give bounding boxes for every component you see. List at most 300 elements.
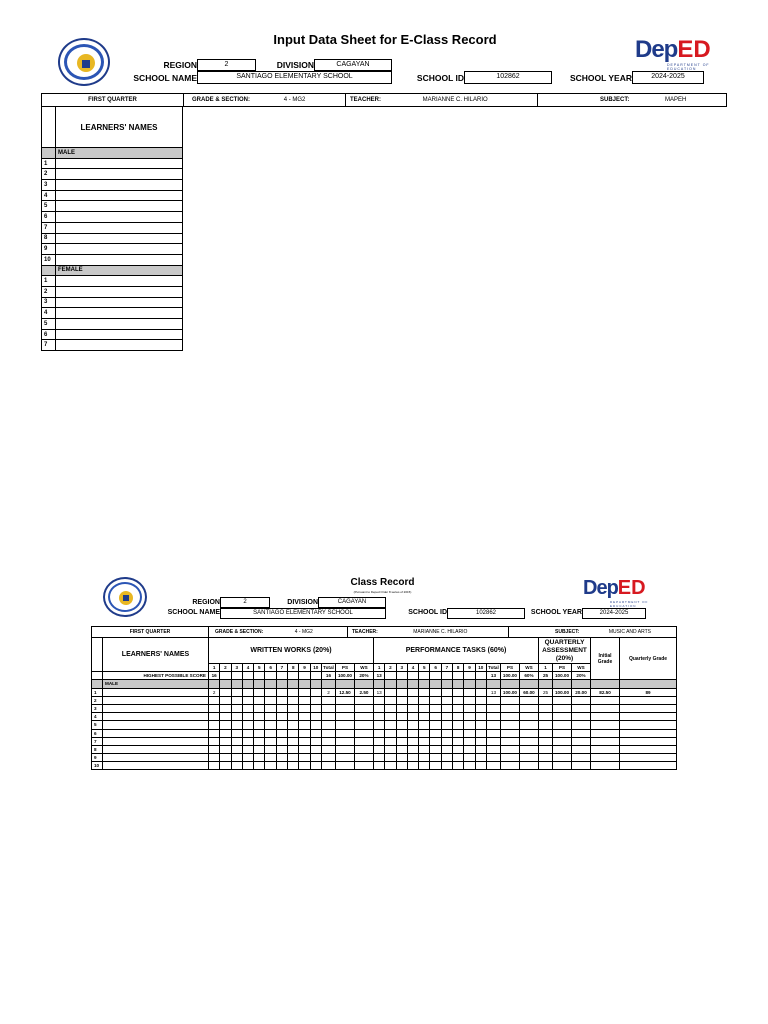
score-cell[interactable] — [464, 704, 475, 712]
score-cell[interactable] — [419, 762, 430, 770]
score-cell[interactable] — [354, 737, 373, 745]
score-cell[interactable] — [430, 754, 441, 762]
score-cell[interactable] — [620, 704, 677, 712]
learner-name-cell[interactable] — [56, 180, 183, 191]
score-cell[interactable] — [242, 704, 253, 712]
score-cell[interactable] — [242, 696, 253, 704]
score-cell[interactable] — [572, 729, 591, 737]
score-cell[interactable] — [407, 762, 418, 770]
score-cell[interactable] — [335, 762, 354, 770]
score-cell[interactable] — [310, 745, 321, 753]
score-cell[interactable] — [464, 754, 475, 762]
score-cell[interactable] — [373, 729, 384, 737]
score-cell[interactable] — [486, 737, 500, 745]
score-cell[interactable] — [553, 754, 572, 762]
score-cell[interactable] — [354, 745, 373, 753]
learner-name-cell[interactable] — [103, 729, 209, 737]
score-cell[interactable] — [464, 745, 475, 753]
score-cell[interactable] — [310, 704, 321, 712]
score-cell[interactable] — [486, 745, 500, 753]
pt-score-cell[interactable] — [453, 688, 464, 696]
pt-score-cell[interactable] — [430, 688, 441, 696]
score-cell[interactable] — [276, 745, 287, 753]
score-cell[interactable] — [419, 729, 430, 737]
ww-score-cell[interactable] — [220, 672, 231, 680]
score-cell[interactable] — [276, 762, 287, 770]
score-cell[interactable] — [407, 696, 418, 704]
score-cell[interactable] — [441, 713, 452, 721]
learner-name-cell[interactable] — [56, 319, 183, 330]
score-cell[interactable] — [396, 737, 407, 745]
score-cell[interactable] — [321, 737, 335, 745]
pt-score-cell[interactable] — [475, 672, 486, 680]
score-cell[interactable] — [373, 704, 384, 712]
ww-score-cell[interactable] — [276, 688, 287, 696]
score-cell[interactable] — [475, 745, 486, 753]
score-cell[interactable] — [335, 729, 354, 737]
score-cell[interactable] — [539, 754, 553, 762]
score-cell[interactable] — [620, 737, 677, 745]
score-cell[interactable] — [620, 745, 677, 753]
score-cell[interactable] — [572, 713, 591, 721]
score-cell[interactable] — [310, 729, 321, 737]
score-cell[interactable] — [407, 704, 418, 712]
score-cell[interactable] — [321, 762, 335, 770]
score-cell[interactable] — [242, 754, 253, 762]
score-cell[interactable] — [419, 704, 430, 712]
score-cell[interactable] — [310, 754, 321, 762]
score-cell[interactable] — [407, 754, 418, 762]
score-cell[interactable] — [430, 704, 441, 712]
score-cell[interactable] — [539, 745, 553, 753]
score-cell[interactable] — [519, 704, 538, 712]
score-cell[interactable] — [441, 721, 452, 729]
pt-score-cell[interactable] — [464, 688, 475, 696]
learner-name-cell[interactable] — [56, 254, 183, 265]
ww-score-cell[interactable] — [254, 688, 265, 696]
score-cell[interactable] — [335, 737, 354, 745]
score-cell[interactable] — [385, 704, 396, 712]
score-cell[interactable] — [354, 713, 373, 721]
score-cell[interactable] — [209, 713, 220, 721]
score-cell[interactable] — [299, 721, 310, 729]
learner-name-cell[interactable] — [56, 276, 183, 287]
score-cell[interactable] — [276, 721, 287, 729]
score-cell[interactable] — [441, 729, 452, 737]
score-cell[interactable] — [396, 721, 407, 729]
learner-name-cell[interactable] — [56, 201, 183, 212]
score-cell[interactable] — [373, 754, 384, 762]
learner-name-cell[interactable] — [103, 704, 209, 712]
score-cell[interactable] — [464, 762, 475, 770]
pt-score-cell[interactable] — [396, 672, 407, 680]
score-cell[interactable] — [553, 721, 572, 729]
score-cell[interactable] — [310, 762, 321, 770]
score-cell[interactable] — [464, 721, 475, 729]
score-cell[interactable] — [539, 721, 553, 729]
score-cell[interactable] — [220, 762, 231, 770]
score-cell[interactable] — [209, 696, 220, 704]
score-cell[interactable] — [276, 704, 287, 712]
score-cell[interactable] — [396, 704, 407, 712]
score-cell[interactable] — [276, 737, 287, 745]
ww-score-cell[interactable] — [242, 688, 253, 696]
learner-name-cell[interactable] — [56, 286, 183, 297]
learner-name-cell[interactable] — [103, 696, 209, 704]
learner-name-cell[interactable] — [103, 721, 209, 729]
score-cell[interactable] — [500, 696, 519, 704]
score-cell[interactable] — [407, 745, 418, 753]
score-cell[interactable] — [373, 745, 384, 753]
score-cell[interactable] — [385, 696, 396, 704]
score-cell[interactable] — [299, 754, 310, 762]
score-cell[interactable] — [335, 721, 354, 729]
score-cell[interactable] — [209, 729, 220, 737]
score-cell[interactable] — [553, 745, 572, 753]
score-cell[interactable] — [500, 754, 519, 762]
score-cell[interactable] — [265, 721, 276, 729]
score-cell[interactable] — [254, 721, 265, 729]
pt-score-cell[interactable] — [441, 672, 452, 680]
learner-name-cell[interactable] — [56, 329, 183, 340]
score-cell[interactable] — [242, 737, 253, 745]
score-cell[interactable] — [385, 754, 396, 762]
score-cell[interactable] — [500, 713, 519, 721]
score-cell[interactable] — [453, 696, 464, 704]
score-cell[interactable] — [407, 737, 418, 745]
score-cell[interactable] — [242, 762, 253, 770]
score-cell[interactable] — [486, 754, 500, 762]
ww-score-cell[interactable] — [310, 672, 321, 680]
score-cell[interactable] — [407, 729, 418, 737]
score-cell[interactable] — [620, 754, 677, 762]
score-cell[interactable] — [572, 737, 591, 745]
score-cell[interactable] — [500, 721, 519, 729]
score-cell[interactable] — [486, 729, 500, 737]
score-cell[interactable] — [419, 721, 430, 729]
score-cell[interactable] — [335, 754, 354, 762]
score-cell[interactable] — [231, 745, 242, 753]
score-cell[interactable] — [475, 754, 486, 762]
score-cell[interactable] — [209, 721, 220, 729]
score-cell[interactable] — [572, 696, 591, 704]
score-cell[interactable] — [310, 721, 321, 729]
score-cell[interactable] — [572, 754, 591, 762]
score-cell[interactable] — [242, 713, 253, 721]
score-cell[interactable] — [231, 713, 242, 721]
score-cell[interactable] — [254, 737, 265, 745]
score-cell[interactable] — [321, 721, 335, 729]
score-cell[interactable] — [620, 713, 677, 721]
score-cell[interactable] — [220, 745, 231, 753]
score-cell[interactable] — [553, 704, 572, 712]
score-cell[interactable] — [321, 754, 335, 762]
learner-name-cell[interactable] — [56, 297, 183, 308]
score-cell[interactable] — [231, 729, 242, 737]
score-cell[interactable] — [407, 721, 418, 729]
score-cell[interactable] — [231, 754, 242, 762]
score-cell[interactable] — [419, 737, 430, 745]
score-cell[interactable] — [231, 721, 242, 729]
score-cell[interactable] — [591, 745, 620, 753]
score-cell[interactable] — [310, 737, 321, 745]
score-cell[interactable] — [385, 713, 396, 721]
score-cell[interactable] — [288, 713, 299, 721]
score-cell[interactable] — [539, 729, 553, 737]
score-cell[interactable] — [354, 729, 373, 737]
learner-name-cell[interactable] — [103, 713, 209, 721]
pt-score-cell[interactable] — [419, 672, 430, 680]
score-cell[interactable] — [385, 721, 396, 729]
score-cell[interactable] — [288, 704, 299, 712]
score-cell[interactable] — [591, 696, 620, 704]
score-cell[interactable] — [220, 754, 231, 762]
score-cell[interactable] — [310, 696, 321, 704]
score-cell[interactable] — [385, 729, 396, 737]
pt-score-cell[interactable]: 13 — [373, 688, 384, 696]
ww-score-cell[interactable] — [310, 688, 321, 696]
score-cell[interactable] — [354, 704, 373, 712]
score-cell[interactable] — [299, 745, 310, 753]
score-cell[interactable] — [475, 737, 486, 745]
score-cell[interactable] — [288, 754, 299, 762]
score-cell[interactable] — [299, 696, 310, 704]
score-cell[interactable] — [254, 713, 265, 721]
score-cell[interactable] — [591, 713, 620, 721]
score-cell[interactable] — [265, 745, 276, 753]
score-cell[interactable] — [254, 696, 265, 704]
score-cell[interactable] — [553, 729, 572, 737]
score-cell[interactable] — [486, 713, 500, 721]
score-cell[interactable] — [500, 737, 519, 745]
score-cell[interactable] — [299, 704, 310, 712]
score-cell[interactable] — [475, 704, 486, 712]
score-cell[interactable] — [276, 713, 287, 721]
score-cell[interactable] — [441, 737, 452, 745]
score-cell[interactable] — [288, 737, 299, 745]
score-cell[interactable] — [242, 729, 253, 737]
score-cell[interactable] — [220, 721, 231, 729]
score-cell[interactable] — [591, 729, 620, 737]
pt-score-cell[interactable] — [441, 688, 452, 696]
score-cell[interactable] — [220, 729, 231, 737]
score-cell[interactable] — [231, 704, 242, 712]
score-cell[interactable] — [620, 696, 677, 704]
score-cell[interactable] — [242, 745, 253, 753]
score-cell[interactable] — [453, 745, 464, 753]
score-cell[interactable] — [553, 696, 572, 704]
score-cell[interactable] — [396, 713, 407, 721]
score-cell[interactable] — [231, 737, 242, 745]
score-cell[interactable] — [254, 754, 265, 762]
pt-score-cell[interactable] — [419, 688, 430, 696]
ww-score-cell[interactable] — [265, 672, 276, 680]
score-cell[interactable] — [276, 729, 287, 737]
score-cell[interactable] — [299, 713, 310, 721]
ww-score-cell[interactable] — [299, 688, 310, 696]
score-cell[interactable] — [354, 696, 373, 704]
score-cell[interactable] — [265, 713, 276, 721]
pt-score-cell[interactable] — [385, 672, 396, 680]
score-cell[interactable] — [519, 754, 538, 762]
score-cell[interactable] — [419, 754, 430, 762]
score-cell[interactable] — [209, 737, 220, 745]
ww-score-cell[interactable] — [276, 672, 287, 680]
learner-name-cell[interactable] — [56, 308, 183, 319]
score-cell[interactable] — [453, 762, 464, 770]
score-cell[interactable] — [321, 713, 335, 721]
learner-name-cell[interactable] — [56, 190, 183, 201]
score-cell[interactable] — [539, 704, 553, 712]
score-cell[interactable] — [220, 704, 231, 712]
score-cell[interactable] — [288, 721, 299, 729]
pt-score-cell[interactable] — [464, 672, 475, 680]
score-cell[interactable] — [396, 729, 407, 737]
score-cell[interactable] — [335, 745, 354, 753]
score-cell[interactable] — [553, 762, 572, 770]
score-cell[interactable] — [500, 704, 519, 712]
score-cell[interactable] — [220, 696, 231, 704]
score-cell[interactable] — [209, 745, 220, 753]
score-cell[interactable] — [299, 762, 310, 770]
ww-score-cell[interactable] — [220, 688, 231, 696]
score-cell[interactable] — [591, 754, 620, 762]
score-cell[interactable] — [265, 696, 276, 704]
learner-name-cell[interactable] — [56, 244, 183, 255]
score-cell[interactable] — [519, 713, 538, 721]
ww-score-cell[interactable] — [254, 672, 265, 680]
score-cell[interactable] — [553, 737, 572, 745]
score-cell[interactable] — [553, 713, 572, 721]
score-cell[interactable] — [430, 762, 441, 770]
score-cell[interactable] — [335, 713, 354, 721]
pt-score-cell[interactable] — [475, 688, 486, 696]
score-cell[interactable] — [321, 696, 335, 704]
score-cell[interactable] — [265, 704, 276, 712]
score-cell[interactable] — [385, 745, 396, 753]
score-cell[interactable] — [441, 704, 452, 712]
pt-score-cell[interactable] — [453, 672, 464, 680]
score-cell[interactable] — [464, 696, 475, 704]
learner-name-cell[interactable] — [56, 233, 183, 244]
score-cell[interactable] — [441, 762, 452, 770]
learner-name-cell[interactable] — [56, 158, 183, 169]
score-cell[interactable] — [231, 762, 242, 770]
score-cell[interactable] — [486, 721, 500, 729]
score-cell[interactable] — [475, 762, 486, 770]
score-cell[interactable] — [265, 737, 276, 745]
score-cell[interactable] — [453, 729, 464, 737]
score-cell[interactable] — [254, 745, 265, 753]
score-cell[interactable] — [475, 696, 486, 704]
score-cell[interactable] — [321, 704, 335, 712]
score-cell[interactable] — [288, 762, 299, 770]
score-cell[interactable] — [321, 745, 335, 753]
score-cell[interactable] — [453, 721, 464, 729]
score-cell[interactable] — [486, 704, 500, 712]
score-cell[interactable] — [321, 729, 335, 737]
score-cell[interactable] — [519, 721, 538, 729]
score-cell[interactable] — [572, 721, 591, 729]
score-cell[interactable] — [441, 745, 452, 753]
score-cell[interactable] — [572, 762, 591, 770]
score-cell[interactable] — [475, 721, 486, 729]
score-cell[interactable] — [396, 762, 407, 770]
score-cell[interactable] — [475, 713, 486, 721]
score-cell[interactable] — [419, 745, 430, 753]
score-cell[interactable] — [519, 729, 538, 737]
score-cell[interactable] — [430, 729, 441, 737]
score-cell[interactable] — [396, 754, 407, 762]
score-cell[interactable] — [407, 713, 418, 721]
score-cell[interactable] — [385, 737, 396, 745]
score-cell[interactable] — [464, 729, 475, 737]
score-cell[interactable] — [572, 704, 591, 712]
score-cell[interactable] — [335, 704, 354, 712]
score-cell[interactable] — [209, 704, 220, 712]
score-cell[interactable] — [539, 762, 553, 770]
score-cell[interactable] — [430, 713, 441, 721]
score-cell[interactable] — [373, 737, 384, 745]
score-cell[interactable] — [620, 762, 677, 770]
score-cell[interactable] — [220, 713, 231, 721]
score-cell[interactable] — [288, 729, 299, 737]
score-cell[interactable] — [265, 762, 276, 770]
score-cell[interactable] — [519, 696, 538, 704]
score-cell[interactable] — [276, 754, 287, 762]
score-cell[interactable] — [299, 729, 310, 737]
score-cell[interactable] — [539, 713, 553, 721]
score-cell[interactable] — [354, 762, 373, 770]
score-cell[interactable] — [500, 762, 519, 770]
score-cell[interactable] — [354, 754, 373, 762]
ww-score-cell[interactable]: 2 — [209, 688, 220, 696]
ww-score-cell[interactable] — [288, 688, 299, 696]
score-cell[interactable] — [396, 745, 407, 753]
score-cell[interactable] — [453, 737, 464, 745]
score-cell[interactable] — [591, 737, 620, 745]
pt-score-cell[interactable] — [430, 672, 441, 680]
score-cell[interactable] — [396, 696, 407, 704]
pt-score-cell[interactable]: 13 — [373, 672, 384, 680]
score-cell[interactable] — [486, 762, 500, 770]
score-cell[interactable] — [430, 696, 441, 704]
pt-score-cell[interactable] — [385, 688, 396, 696]
score-cell[interactable] — [373, 721, 384, 729]
score-cell[interactable] — [373, 696, 384, 704]
score-cell[interactable] — [288, 696, 299, 704]
score-cell[interactable] — [486, 696, 500, 704]
score-cell[interactable] — [453, 754, 464, 762]
score-cell[interactable] — [500, 745, 519, 753]
score-cell[interactable] — [430, 737, 441, 745]
score-cell[interactable] — [441, 754, 452, 762]
score-cell[interactable] — [519, 762, 538, 770]
ww-score-cell[interactable] — [265, 688, 276, 696]
learner-name-cell[interactable] — [103, 688, 209, 696]
score-cell[interactable] — [242, 721, 253, 729]
score-cell[interactable] — [539, 737, 553, 745]
score-cell[interactable] — [209, 754, 220, 762]
ww-score-cell[interactable] — [242, 672, 253, 680]
learner-name-cell[interactable] — [103, 754, 209, 762]
pt-score-cell[interactable] — [407, 688, 418, 696]
learner-name-cell[interactable] — [103, 745, 209, 753]
score-cell[interactable] — [591, 762, 620, 770]
score-cell[interactable] — [254, 704, 265, 712]
score-cell[interactable] — [354, 721, 373, 729]
ww-score-cell[interactable] — [299, 672, 310, 680]
